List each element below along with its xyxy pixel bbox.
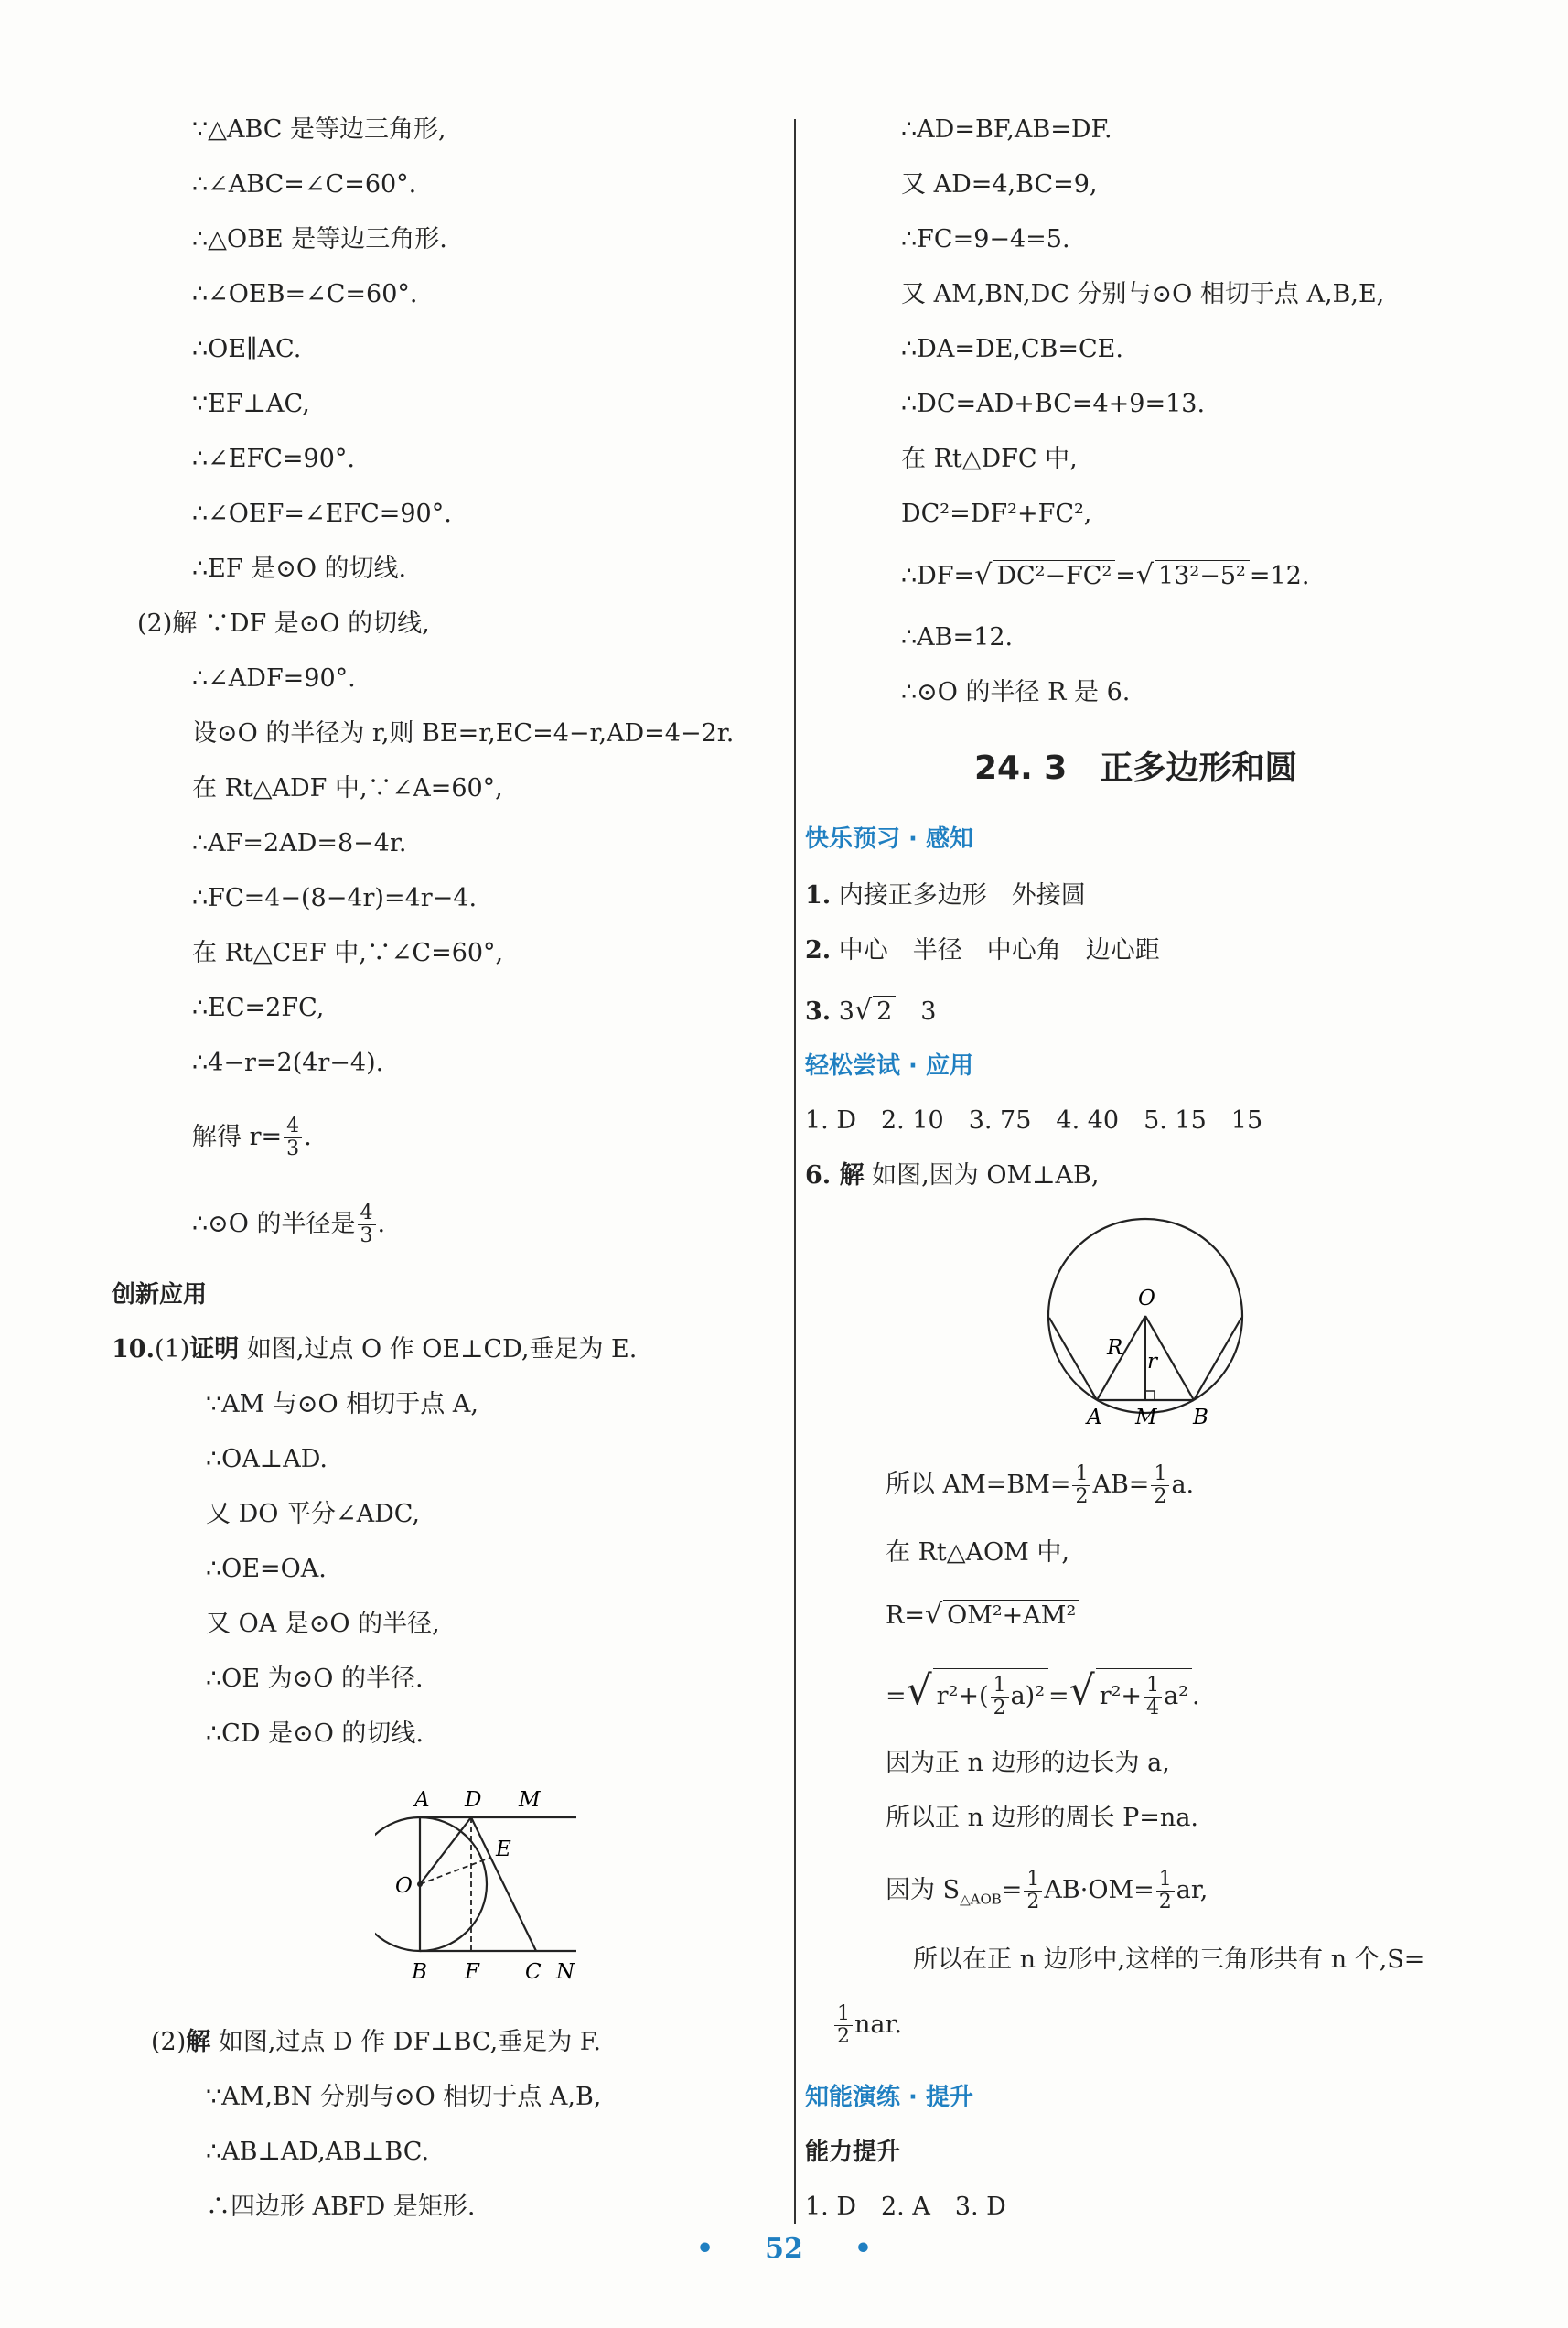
line [886, 1460, 1194, 1511]
line: ∴FC=4−(8−4r)=4r−4. [192, 884, 478, 912]
line: ∴OE 为⊙O 的半径. [206, 1665, 424, 1693]
question-number: 3. [805, 997, 832, 1026]
line: ∵AM,BN 分别与⊙O 相切于点 A,B, [206, 2083, 602, 2111]
section-title: 24. 3 正多边形和圆 [974, 749, 1298, 787]
line: 在 Rt△CEF 中,∵∠C=60°, [192, 939, 504, 967]
line: ∴4−r=2(4r−4). [192, 1049, 384, 1077]
line: 又 AD=4,BC=9, [901, 170, 1098, 199]
line: ∴CD 是⊙O 的切线. [206, 1719, 424, 1748]
line: ∴AD=BF,AB=DF. [901, 115, 1112, 144]
text: 如图,因为 OM⊥AB, [864, 1161, 1100, 1190]
numerator: 1 [1024, 1869, 1042, 1892]
line: ∴四边形 ABFD 是矩形. [206, 2193, 476, 2221]
denominator: 2 [1154, 1485, 1167, 1508]
label-c: C [525, 1960, 542, 1984]
text: ar, [1176, 1876, 1208, 1904]
question-6 [805, 1160, 1099, 1191]
section-heading: 轻松尝试 · 应用 [805, 1052, 973, 1080]
side-left [1049, 1318, 1097, 1400]
text: R= [886, 1601, 925, 1630]
sqrt-sign: √ [924, 1599, 943, 1631]
proof-label: 证明 [189, 1335, 240, 1363]
line: ∵EF⊥AC, [192, 390, 310, 418]
sqrt-sign: √ [1135, 559, 1155, 591]
line: ∴∠OEF=∠EFC=90°. [192, 500, 452, 528]
line: ∴AB=12. [901, 623, 1014, 652]
label-a: A [414, 1788, 430, 1812]
fraction [991, 1675, 1009, 1719]
label-r-upper: R [1107, 1336, 1123, 1360]
text: 因为 S [886, 1876, 961, 1904]
text: ∴⊙O 的半径是 [192, 1210, 356, 1238]
sqrt-sign: √ [854, 995, 873, 1027]
label-r-lower: r [1147, 1350, 1157, 1374]
line [832, 1999, 902, 2051]
sqrt-sign: √ [906, 1667, 932, 1714]
line: ∵AM 与⊙O 相切于点 A, [206, 1390, 478, 1418]
text: . [377, 1210, 386, 1238]
text: 所以 AM=BM= [886, 1471, 1071, 1499]
text: 内接正多边形 外接圆 [831, 881, 1086, 910]
numerator: 1 [1156, 1869, 1175, 1892]
line: (2)解 ∵DF 是⊙O 的切线, [137, 609, 430, 638]
sqrt-sign: √ [974, 559, 993, 591]
label-b: B [1193, 1406, 1208, 1429]
text: . [304, 1123, 312, 1151]
fraction [1144, 1675, 1162, 1719]
page-dot: • [695, 2233, 714, 2265]
radicand [1096, 1668, 1192, 1724]
line: 又 DO 平分∠ADC, [206, 1500, 420, 1528]
label-m: M [519, 1788, 541, 1812]
radicand [933, 1668, 1048, 1724]
text: 3 [896, 997, 937, 1026]
line [192, 1112, 312, 1163]
text: AB·OM= [1044, 1876, 1155, 1904]
regular-polygon-figure [1043, 1217, 1262, 1432]
text: ∴DF= [901, 562, 975, 590]
line: ∴∠EFC=90°. [192, 445, 355, 473]
line: ∴EC=2FC, [192, 994, 325, 1022]
numerator: 1 [1151, 1463, 1169, 1486]
line: ∴DC=AD+BC=4+9=13. [901, 390, 1206, 418]
radicand: 13²−5² [1155, 560, 1250, 592]
denominator: 2 [993, 1697, 1006, 1719]
label-m: M [1135, 1406, 1157, 1429]
numerator: 4 [284, 1116, 302, 1138]
line: ∴FC=9−4=5. [901, 225, 1070, 253]
question-number: 2. [805, 936, 832, 965]
subscript: △AOB [960, 1891, 1002, 1908]
denominator: 2 [1158, 1891, 1172, 1913]
numerator: 1 [991, 1675, 1009, 1698]
circle [375, 1817, 487, 1951]
line [192, 1199, 385, 1250]
line: 又 OA 是⊙O 的半径, [206, 1610, 440, 1638]
center-point [417, 1881, 423, 1887]
line: ∴OE=OA. [206, 1555, 327, 1583]
fraction [1156, 1869, 1175, 1913]
label-o: O [1138, 1287, 1155, 1310]
denominator: 2 [1026, 1891, 1040, 1913]
answer-3 [805, 996, 936, 1028]
line: 在 Rt△ADF 中,∵∠A=60°, [192, 774, 503, 803]
side-right [1194, 1318, 1241, 1400]
text: 中心 半径 中心角 边心距 [831, 936, 1160, 965]
line: ∴△OBE 是等边三角形. [192, 225, 447, 253]
label-n: N [556, 1960, 575, 1984]
page-number [0, 2233, 1568, 2265]
question-10 [112, 1334, 637, 1365]
subsection-heading: 创新应用 [112, 1281, 208, 1309]
text: =12. [1249, 562, 1310, 590]
right-angle-mark [1145, 1391, 1155, 1400]
answers-row: 1. D 2. A 3. D [805, 2193, 1006, 2221]
label-b: B [412, 1960, 427, 1984]
denominator: 2 [837, 2025, 850, 2048]
line: 又 AM,BN,DC 分别与⊙O 相切于点 A,B,E, [901, 280, 1385, 308]
solution-label: 解 [831, 1161, 865, 1190]
line: ∴∠ABC=∠C=60°. [192, 170, 417, 199]
page-dot: • [854, 2233, 873, 2265]
line: ∴DA=DE,CB=CE. [901, 335, 1123, 363]
numerator: 4 [358, 1202, 376, 1225]
answer-2 [805, 935, 1160, 966]
line: 因为正 n 边形的边长为 a, [886, 1749, 1170, 1777]
fraction [358, 1202, 376, 1247]
text: r²+ [1099, 1682, 1143, 1710]
label-o: O [395, 1874, 413, 1898]
line: 所以正 n 边形的周长 P=na. [886, 1804, 1198, 1832]
line: ∴OA⊥AD. [206, 1445, 328, 1473]
text: (2) [151, 2028, 187, 2056]
solution-label: 解 [186, 2028, 211, 2056]
text: = [1115, 562, 1136, 590]
line: DC²=DF²+FC², [901, 500, 1092, 528]
label-d: D [465, 1788, 482, 1812]
answers-row: 1. D 2. 10 3. 75 4. 40 5. 15 15 [805, 1106, 1263, 1135]
text: = [1001, 1876, 1023, 1904]
text: = [1048, 1682, 1069, 1710]
numerator: 1 [1072, 1463, 1090, 1486]
subsection-heading: 能力提升 [805, 2139, 901, 2166]
fraction [1024, 1869, 1042, 1913]
label-e: E [496, 1838, 511, 1861]
line: 在 Rt△DFC 中, [901, 445, 1078, 473]
sqrt-sign: √ [1069, 1667, 1095, 1714]
column-divider [794, 119, 796, 2224]
line: 在 Rt△AOM 中, [886, 1538, 1069, 1567]
label-a: A [1087, 1406, 1102, 1429]
text: r²+( [936, 1682, 989, 1710]
answer-1 [805, 880, 1086, 911]
line: ∵△ABC 是等边三角形, [192, 115, 446, 144]
radicand: 2 [873, 996, 896, 1028]
fraction [1072, 1463, 1090, 1508]
line: ∴∠OEB=∠C=60°. [192, 280, 418, 308]
text: nar. [854, 2010, 903, 2039]
text: a² [1164, 1682, 1188, 1710]
label-f: F [465, 1960, 479, 1984]
text: . [1191, 1682, 1200, 1710]
line: 所以在正 n 边形中,这样的三角形共有 n 个,S= [913, 1945, 1425, 1974]
line [901, 560, 1309, 592]
tangent-circle-figure [375, 1775, 595, 1995]
text: AB= [1092, 1471, 1150, 1499]
text: a)² [1010, 1682, 1046, 1710]
line [886, 1600, 1079, 1632]
line [886, 1664, 1200, 1724]
radicand: DC²−FC² [993, 560, 1115, 592]
section-heading: 快乐预习 · 感知 [805, 825, 973, 853]
denominator: 3 [360, 1224, 373, 1247]
part-2 [151, 2027, 601, 2058]
line: ∴AB⊥AD,AB⊥BC. [206, 2138, 430, 2166]
fraction [284, 1116, 302, 1160]
text: a. [1171, 1471, 1195, 1499]
text: 解得 r= [192, 1123, 283, 1151]
line: ∴∠ADF=90°. [192, 664, 356, 693]
line: 设⊙O 的半径为 r,则 BE=r,EC=4−r,AD=4−2r. [192, 719, 735, 748]
question-number: 10. [112, 1335, 155, 1363]
numerator: 1 [1144, 1675, 1162, 1698]
line: ∴EF 是⊙O 的切线. [192, 555, 407, 583]
page-number-value: 52 [765, 2233, 803, 2265]
radicand: OM²+AM² [943, 1600, 1079, 1632]
text: 如图,过点 D 作 DF⊥BC,垂足为 F. [210, 2028, 601, 2056]
section-heading: 知能演练 · 提升 [805, 2084, 973, 2111]
text: 3 [831, 997, 854, 1026]
question-number: 1. [805, 881, 832, 910]
denominator: 2 [1075, 1485, 1089, 1508]
question-number: 6. [805, 1161, 832, 1190]
numerator: 1 [834, 2003, 853, 2026]
line: ∴AF=2AD=8−4r. [192, 829, 407, 857]
fraction [834, 2003, 853, 2048]
text: = [886, 1682, 907, 1710]
line: ∴⊙O 的半径 R 是 6. [901, 678, 1131, 706]
line [886, 1865, 1208, 1924]
text: 如图,过点 O 作 OE⊥CD,垂足为 E. [239, 1335, 638, 1363]
denominator: 4 [1146, 1697, 1160, 1719]
line: ∴OE∥AC. [192, 335, 302, 363]
fraction [1151, 1463, 1169, 1508]
denominator: 3 [286, 1137, 300, 1160]
text: (1) [154, 1335, 190, 1363]
